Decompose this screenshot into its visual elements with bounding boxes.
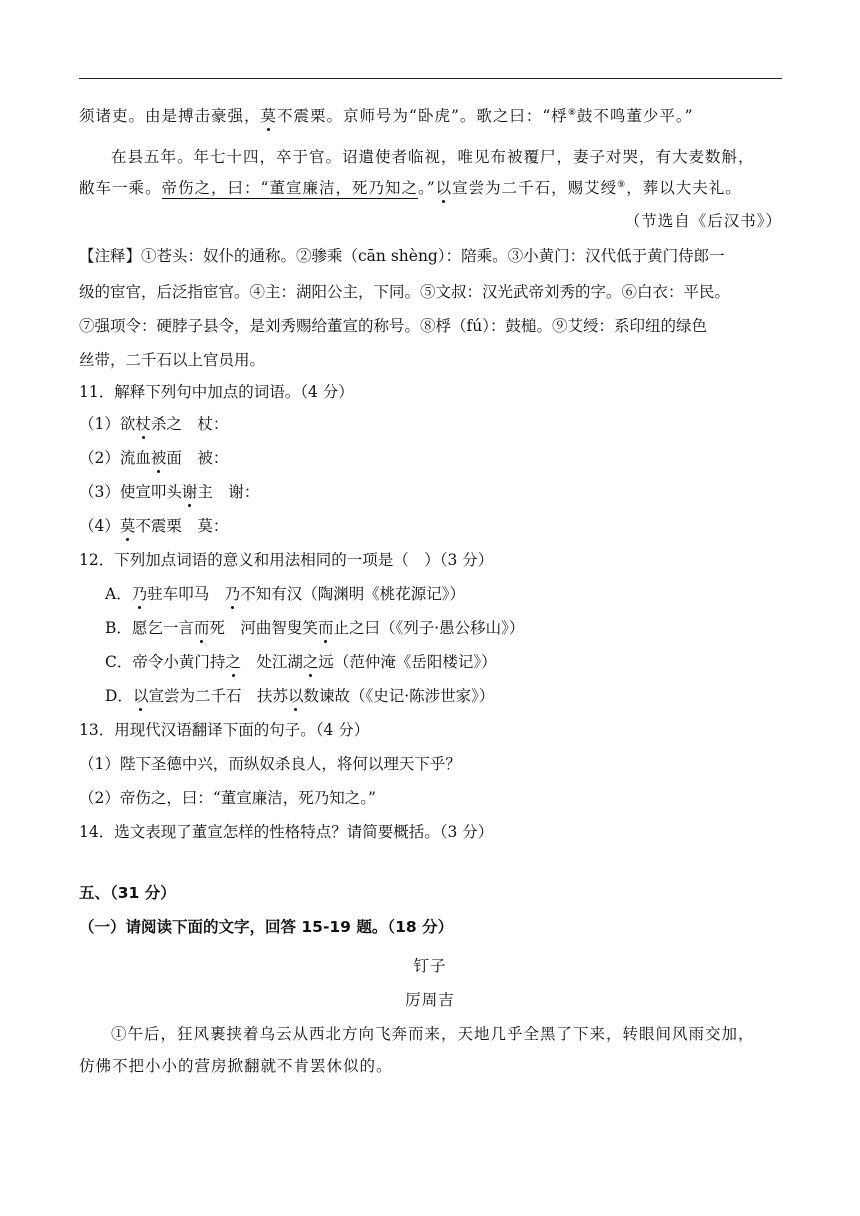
notes-line: 级的宦官，后泛指宦官。④主：湖阳公主，下同。⑤文叔：汉光武帝刘秀的字。⑥白衣：平民。 [79, 283, 731, 301]
dotted-char: 而 [317, 619, 334, 637]
question-13-stem: 13．用现代汉语翻译下面的句子。（4 分） [79, 721, 370, 739]
question-13-item: （2）帝伤之，曰：“董宣廉洁，死乃知之。” [79, 789, 376, 807]
dotted-char: 之 [225, 653, 241, 671]
section-title: 五、（31 分） [79, 884, 176, 902]
question-11-item: （3）使宣叩头谢主 谢： [79, 483, 260, 501]
dotted-char: 被 [150, 449, 167, 467]
article-title: 钉子 [413, 957, 447, 975]
article-author: 厉周吉 [405, 991, 455, 1009]
article-paragraph: 仿佛不把小小的营房掀翻就不肯罢休似的。 [79, 1057, 393, 1075]
underlined-sentence: 帝伤之，曰：“董宣廉洁，死乃知之 [161, 179, 418, 197]
option-a: A．乃驻车叩马 乃不知有汉（陶渊明《桃花源记》） [105, 585, 466, 603]
notes-line: ⑦强项令：硬脖子县令，是刘秀赐给董宣的称号。⑧桴（fú）：鼓槌。⑨艾绶：系印纽的绿色 [79, 317, 707, 335]
passage-line: 须诸吏。由是搏击豪强，莫不震栗。京师号为“卧虎”。歌之曰：“桴⑧鼓不鸣董少平。” [79, 107, 694, 125]
option-d: D．以宣尝为二千石 扶苏以数谏故（《史记·陈涉世家》） [105, 687, 495, 705]
notes-line: 丝带，二千石以上官员用。 [79, 351, 266, 369]
question-11-stem: 11．解释下列句中加点的词语。（4 分） [79, 383, 354, 401]
dotted-char: 乃 [131, 585, 148, 603]
question-12-stem: 12．下列加点词语的意义和用法相同的一项是（ ）（3 分） [79, 551, 494, 569]
dotted-char: 之 [302, 653, 319, 671]
question-11-item: （4）莫不震栗 莫： [79, 517, 229, 535]
passage-source: （节选自《后汉书》） [624, 212, 782, 230]
header-rule [79, 78, 782, 79]
dotted-char: 以 [132, 687, 149, 705]
notes-line: 【注释】①苍头：奴仆的通称。②骖乘（cān shèng）：陪乘。③小黄门：汉代低于黄门侍郎一 [79, 247, 725, 265]
dotted-char: 莫 [119, 517, 136, 535]
section-subtitle: （一）请阅读下面的文字，回答 15-19 题。（18 分） [79, 918, 454, 936]
dotted-char: 以 [287, 687, 304, 705]
dotted-char: 莫 [260, 107, 278, 125]
footnote-mark: ⑨ [617, 179, 627, 190]
option-c: C．帝令小黄门持之 处江湖之远（范仲淹《岳阳楼记》） [105, 653, 497, 671]
dotted-char: 而 [193, 619, 210, 637]
dotted-char: 以 [435, 179, 453, 197]
dotted-char: 乃 [224, 585, 241, 603]
dotted-char: 杖 [135, 415, 151, 433]
footnote-mark: ⑧ [567, 107, 577, 118]
passage-line: 在县五年。年七十四，卒于官。诏遣使者临视，唯见布被覆尸，妻子对哭，有大麦数斛， [111, 148, 755, 166]
question-11-item: （1）欲杖杀之 杖： [79, 415, 229, 433]
article-paragraph: ①午后，狂风裹挟着乌云从西北方向飞奔而来，天地几乎全黑了下来，转眼间风雨交加， [111, 1025, 755, 1043]
question-13-item: （1）陛下圣德中兴，而纵奴杀良人，将何以理天下乎？ [79, 755, 461, 773]
question-11-item: （2）流血被面 被： [79, 449, 229, 467]
question-14-stem: 14．选文表现了董宣怎样的性格特点？请简要概括。（3 分） [79, 823, 494, 841]
option-b: B．愿乞一言而死 河曲智叟笑而止之曰（《列子·愚公移山》） [105, 619, 525, 637]
passage-line: 敝车一乘。帝伤之，曰：“董宣廉洁，死乃知之。”以宣尝为二千石，赐艾绶⑨，葬以大夫礼。 [79, 179, 742, 197]
dotted-char: 谢 [181, 483, 198, 501]
